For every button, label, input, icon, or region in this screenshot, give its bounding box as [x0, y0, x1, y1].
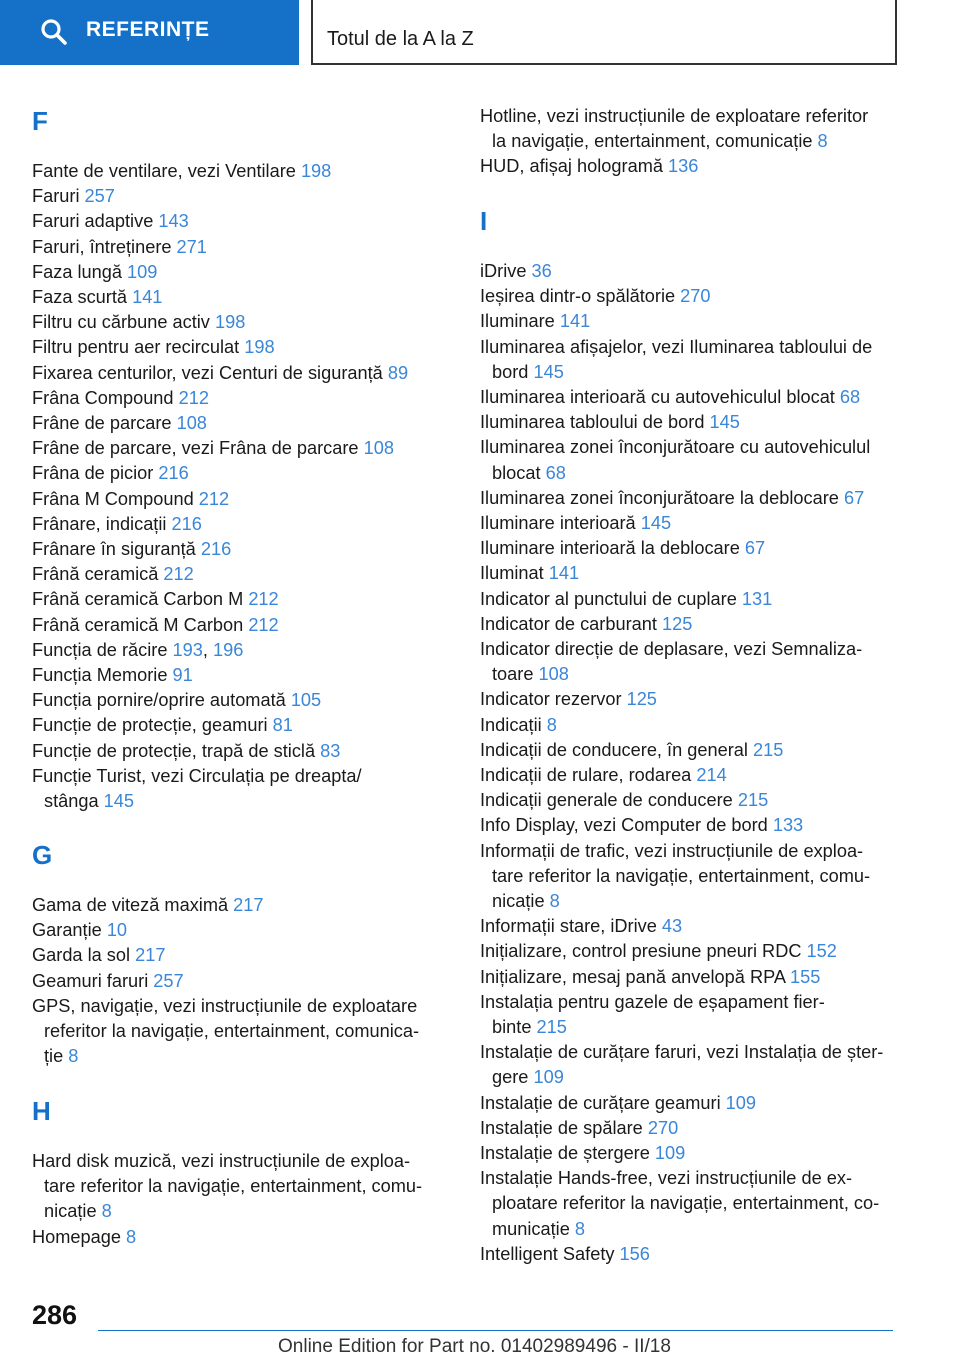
page-link[interactable]: 217 — [233, 895, 264, 915]
index-entry — [480, 309, 590, 334]
index-entry — [480, 788, 768, 813]
index-entry — [480, 284, 711, 309]
page-link[interactable]: 143 — [158, 211, 189, 232]
entry-text-continued: binte 215 — [492, 1017, 567, 1037]
footer-divider — [98, 1330, 893, 1331]
page-link[interactable]: 8 — [101, 1201, 112, 1222]
index-entry — [32, 411, 207, 436]
index-entry — [32, 994, 419, 1070]
index-entry — [32, 386, 209, 411]
index-entry — [32, 235, 207, 260]
entry-text: Instalație Hands-free, vezi instrucțiunile de ex- — [480, 1168, 853, 1189]
entry-text: Iluminare interioară 145 — [480, 513, 672, 533]
index-entry — [480, 587, 772, 612]
entry-text: Instalație de ștergere 109 — [480, 1143, 686, 1163]
entry-text: Instalație de curățare geamuri 109 — [480, 1092, 757, 1113]
entry-text-continued: bord 145 — [492, 361, 564, 382]
page-link[interactable]: 125 — [661, 613, 693, 634]
entry-text: Frâna M Compound 212 — [32, 488, 230, 509]
index-entry — [480, 1040, 883, 1090]
entry-text: Iluminarea tabloului de bord 145 — [480, 412, 740, 433]
index-entry — [32, 310, 245, 335]
entry-text: GPS, navigație, vezi instrucțiunile de exploatare — [32, 995, 418, 1016]
index-entry — [32, 663, 193, 688]
entry-text-continued: gere 109 — [492, 1067, 564, 1088]
page-link[interactable]: 125 — [626, 689, 657, 710]
index-entry — [32, 638, 243, 663]
page-link[interactable]: 270 — [647, 1117, 679, 1138]
page-link[interactable]: 214 — [696, 765, 727, 785]
index-entry — [480, 637, 862, 687]
index-entry — [480, 154, 698, 179]
page-link[interactable]: 212 — [198, 488, 230, 509]
entry-text: Funcția pornire/oprire automată 105 — [32, 690, 322, 711]
page-link[interactable]: 68 — [545, 462, 566, 483]
entry-text: Indicator rezervor 125 — [480, 689, 657, 710]
entry-text: Ieșirea dintr-o spălătorie 270 — [480, 286, 711, 307]
index-entry — [32, 688, 321, 713]
index-entry — [480, 1242, 650, 1267]
index-entry — [32, 436, 394, 461]
page-link[interactable]: 198 — [244, 337, 275, 358]
entry-text: Instalație de curățare faruri, vezi Instalația de șter- — [480, 1042, 884, 1063]
index-entry — [480, 914, 682, 939]
entry-text: Indicații de conducere, în general 215 — [480, 739, 784, 760]
page-link[interactable]: 217 — [135, 945, 166, 966]
entry-text: Iluminarea afișajelor, vezi Iluminarea tabloului de — [480, 336, 873, 357]
index-entry — [480, 435, 870, 485]
page-number: 286 — [32, 1300, 78, 1330]
page-link[interactable]: 141 — [559, 311, 591, 332]
entry-text: Iluminare 141 — [480, 311, 591, 332]
page-link[interactable]: 215 — [737, 790, 769, 811]
index-entry — [480, 1116, 678, 1141]
index-entry — [32, 260, 157, 285]
search-icon — [40, 18, 68, 46]
page-link[interactable]: 257 — [84, 186, 115, 207]
entry-text: Indicații 8 — [480, 714, 557, 735]
page-link[interactable]: 8 — [546, 714, 557, 735]
entry-text: Indicator direcție de deplasare, vezi Semnaliza- — [480, 639, 863, 659]
index-entry — [480, 259, 552, 284]
page-link[interactable]: 198 — [300, 161, 332, 181]
page-link[interactable]: 193 — [172, 639, 203, 660]
index-entry — [480, 410, 740, 435]
index-entry — [480, 335, 872, 385]
index-entry — [32, 159, 331, 184]
entry-text: Frână ceramică 212 — [32, 564, 194, 585]
index-entry — [480, 990, 825, 1040]
page-link[interactable]: 108 — [538, 664, 569, 685]
entry-text-continued: municație 8 — [492, 1218, 586, 1239]
page-link[interactable]: 108 — [176, 413, 207, 433]
index-entry — [32, 587, 279, 612]
entry-text: Faruri adaptive 143 — [32, 211, 189, 232]
entry-text: Indicator de carburant 125 — [480, 613, 693, 634]
index-entry — [32, 562, 194, 587]
page-link[interactable]: 145 — [103, 791, 135, 811]
entry-text: Informații de trafic, vezi instrucțiunile de exploa- — [480, 840, 864, 861]
page-link[interactable]: 67 — [744, 538, 766, 559]
entry-text-continued: stânga 145 — [44, 791, 135, 811]
page-link[interactable]: 89 — [387, 362, 409, 383]
entry-text: Funcție Turist, vezi Circulația pe dreapta/ — [32, 765, 362, 786]
tab-references-label: REFERINȚE — [86, 18, 210, 41]
index-entry — [32, 1149, 422, 1225]
section-letter: I — [480, 206, 488, 236]
tab-a-to-z-label: Totul de la A la Z — [327, 28, 474, 50]
entry-text: Hard disk muzică, vezi instrucțiunile de exploa- — [32, 1151, 411, 1171]
index-entry — [32, 764, 362, 814]
section-letter: H — [32, 1096, 51, 1126]
page-link[interactable]: 10 — [106, 920, 128, 941]
index-entry — [32, 512, 202, 537]
page-link[interactable]: 216 — [171, 513, 202, 534]
page-link[interactable]: 216 — [158, 463, 189, 484]
entry-text: Homepage 8 — [32, 1226, 137, 1247]
entry-text: Frâna de picior 216 — [32, 463, 189, 484]
entry-text: Funcție de protecție, trapă de sticlă 83 — [32, 740, 341, 761]
page-link[interactable]: 215 — [753, 739, 784, 760]
entry-text: Iluminare interioară la deblocare 67 — [480, 538, 766, 559]
entry-text: Inițializare, mesaj pană anvelopă RPA 155 — [480, 966, 821, 987]
entry-text: Garanție 10 — [32, 920, 128, 941]
page-link[interactable]: 141 — [132, 287, 163, 307]
page-link[interactable]: 212 — [248, 589, 279, 610]
entry-text: Frână ceramică Carbon M 212 — [32, 589, 279, 610]
index-entry — [480, 839, 870, 915]
entry-text: Iluminarea zonei înconjurătoare la deblocare 67 — [480, 487, 865, 508]
index-entry — [32, 893, 264, 918]
entry-text-continued: tare referitor la navigație, entertainment, comu- — [44, 1176, 423, 1197]
entry-text: Faruri 257 — [32, 186, 115, 207]
page-link[interactable]: 67 — [843, 487, 865, 508]
page-link[interactable]: 109 — [127, 261, 158, 282]
tab-a-to-z[interactable] — [311, 0, 897, 65]
page-link[interactable]: 212 — [248, 614, 279, 635]
index-entry — [480, 561, 579, 586]
index-entry — [32, 1225, 136, 1250]
entry-text: Iluminat 141 — [480, 563, 580, 584]
entry-text: Hotline, vezi instrucțiunile de exploatare referitor — [480, 106, 869, 126]
entry-text: Informații stare, iDrive 43 — [480, 916, 683, 937]
page-link[interactable]: 8 — [574, 1218, 586, 1239]
page-link[interactable]: 198 — [214, 312, 246, 333]
entry-text: Intelligent Safety 156 — [480, 1243, 650, 1264]
section-letter: G — [32, 840, 53, 870]
section-letter: F — [32, 106, 48, 136]
entry-text: iDrive 36 — [480, 261, 552, 281]
entry-text: Inițializare, control presiune pneuri RDC 152 — [480, 941, 837, 962]
page-link[interactable]: 141 — [548, 563, 580, 584]
page-link[interactable]: 212 — [178, 387, 209, 408]
index-entry — [480, 1166, 879, 1242]
page-link[interactable]: 108 — [363, 438, 394, 459]
page-link[interactable]: 8 — [126, 1226, 137, 1247]
page-link[interactable]: 109 — [654, 1143, 686, 1163]
entry-text-continued: ploatare referitor la navigație, entertainment, co- — [492, 1193, 880, 1214]
index-entry — [480, 612, 692, 637]
index-entry — [480, 713, 557, 738]
entry-text-continued: toare 108 — [492, 664, 569, 685]
entry-text: Funcție de protecție, geamuri 81 — [32, 715, 293, 736]
page-link[interactable]: 156 — [619, 1243, 650, 1264]
entry-text: Frânare, indicații 216 — [32, 513, 202, 534]
page-link[interactable]: 43 — [661, 916, 683, 937]
entry-text: Funcția Memorie 91 — [32, 665, 193, 685]
page-link[interactable]: 109 — [725, 1092, 757, 1113]
footer-edition: Online Edition for Part no. 01402989496 - II/18 — [278, 1336, 671, 1357]
page-link[interactable]: 8 — [549, 891, 560, 911]
entry-text: Iluminarea interioară cu autovehiculul blocat 68 — [480, 387, 861, 407]
index-entry — [32, 918, 127, 943]
entry-text: Indicații generale de conducere 215 — [480, 790, 769, 811]
page-link[interactable]: 271 — [176, 236, 207, 257]
index-entry — [32, 184, 115, 209]
index-entry — [480, 486, 864, 511]
entry-text: Frâna Compound 212 — [32, 387, 209, 408]
entry-text: Instalație de spălare 270 — [480, 1117, 679, 1138]
entry-text: Gama de viteză maximă 217 — [32, 895, 264, 915]
page-link[interactable]: 81 — [272, 715, 293, 736]
entry-text: Garda la sol 217 — [32, 945, 166, 966]
entry-text-continued: nicație 8 — [492, 891, 560, 911]
entry-text: Faruri, întreținere 271 — [32, 236, 207, 257]
page-link[interactable]: 131 — [741, 588, 773, 609]
index-entry — [32, 739, 340, 764]
entry-text: Fixarea centurilor, vezi Centuri de siguranță 89 — [32, 362, 409, 383]
index-entry — [480, 385, 860, 410]
entry-text: Filtru pentru aer recirculat 198 — [32, 337, 275, 358]
entry-text: Indicații de rulare, rodarea 214 — [480, 765, 727, 785]
tab-references[interactable] — [0, 0, 299, 65]
index-entry — [32, 943, 165, 968]
page-link[interactable]: 145 — [709, 412, 740, 433]
page-link[interactable]: 270 — [680, 286, 711, 307]
entry-text: Frânare în siguranță 216 — [32, 539, 232, 559]
index-entry — [480, 813, 803, 838]
page-link[interactable]: 133 — [772, 815, 804, 836]
entry-text-continued: nicație 8 — [44, 1201, 112, 1222]
index-entry — [480, 939, 837, 964]
page-link[interactable]: 136 — [668, 156, 699, 177]
entry-text-continued: tare referitor la navigație, entertainment, comu- — [492, 865, 871, 886]
page-link[interactable]: 91 — [172, 665, 193, 685]
page-link[interactable]: 215 — [536, 1017, 567, 1037]
index-entry — [32, 487, 229, 512]
index-entry — [480, 511, 671, 536]
page-link[interactable]: 83 — [320, 740, 341, 761]
page-link[interactable]: 196 — [212, 639, 244, 660]
page-link[interactable]: 109 — [533, 1067, 564, 1088]
entry-text: Filtru cu cărbune activ 198 — [32, 312, 246, 333]
entry-text: Frâne de parcare, vezi Frâna de parcare 108 — [32, 438, 394, 459]
page-link[interactable]: 216 — [200, 539, 232, 559]
index-entry — [32, 285, 162, 310]
index-entry — [480, 1091, 756, 1116]
page-link[interactable]: 8 — [817, 131, 828, 152]
page-link[interactable]: 36 — [531, 261, 552, 281]
index-entry — [480, 1141, 685, 1166]
index-entry — [32, 969, 184, 994]
entry-text: Geamuri faruri 257 — [32, 970, 184, 991]
page-link[interactable]: 145 — [640, 513, 672, 533]
entry-text-continued: ție 8 — [44, 1046, 79, 1067]
entry-text: HUD, afișaj hologramă 136 — [480, 156, 699, 177]
page-link[interactable]: 8 — [68, 1046, 79, 1067]
page-link[interactable]: 152 — [806, 941, 837, 962]
index-entry — [32, 209, 189, 234]
entry-text: Indicator al punctului de cuplare 131 — [480, 588, 773, 609]
page-link[interactable]: 105 — [290, 690, 322, 711]
index-entry — [32, 613, 279, 638]
entry-text: Instalația pentru gazele de eșapament fier- — [480, 991, 825, 1012]
index-entry — [480, 965, 820, 990]
index-entry — [32, 537, 231, 562]
entry-text: Fante de ventilare, vezi Ventilare 198 — [32, 161, 332, 181]
index-entry — [32, 361, 408, 386]
index-entry — [480, 687, 657, 712]
entry-text-continued: referitor la navigație, entertainment, comunica- — [44, 1021, 420, 1041]
page-link[interactable]: 145 — [533, 361, 564, 382]
entry-text: Faza lungă 109 — [32, 261, 158, 282]
page-link[interactable]: 212 — [163, 564, 194, 585]
page-link[interactable]: 155 — [790, 966, 821, 987]
index-entry — [32, 713, 293, 738]
entry-text: Funcția de răcire 193, 196 — [32, 639, 244, 660]
index-entry — [32, 335, 275, 360]
index-entry — [32, 461, 189, 486]
entry-text: Faza scurtă 141 — [32, 287, 163, 307]
entry-text-continued: blocat 68 — [492, 462, 566, 483]
index-entry — [480, 763, 727, 788]
index-entry — [480, 738, 783, 763]
entry-text-continued: la navigație, entertainment, comunicație 8 — [492, 131, 828, 152]
entry-text: Iluminarea zonei înconjurătoare cu autovehiculul — [480, 437, 871, 458]
index-entry — [480, 536, 765, 561]
entry-text: Frâne de parcare 108 — [32, 413, 207, 433]
entry-text: Info Display, vezi Computer de bord 133 — [480, 815, 804, 836]
entry-text: Frână ceramică M Carbon 212 — [32, 614, 279, 635]
page-link[interactable]: 257 — [153, 970, 184, 991]
page-link[interactable]: 68 — [839, 387, 861, 407]
index-entry — [480, 104, 868, 154]
